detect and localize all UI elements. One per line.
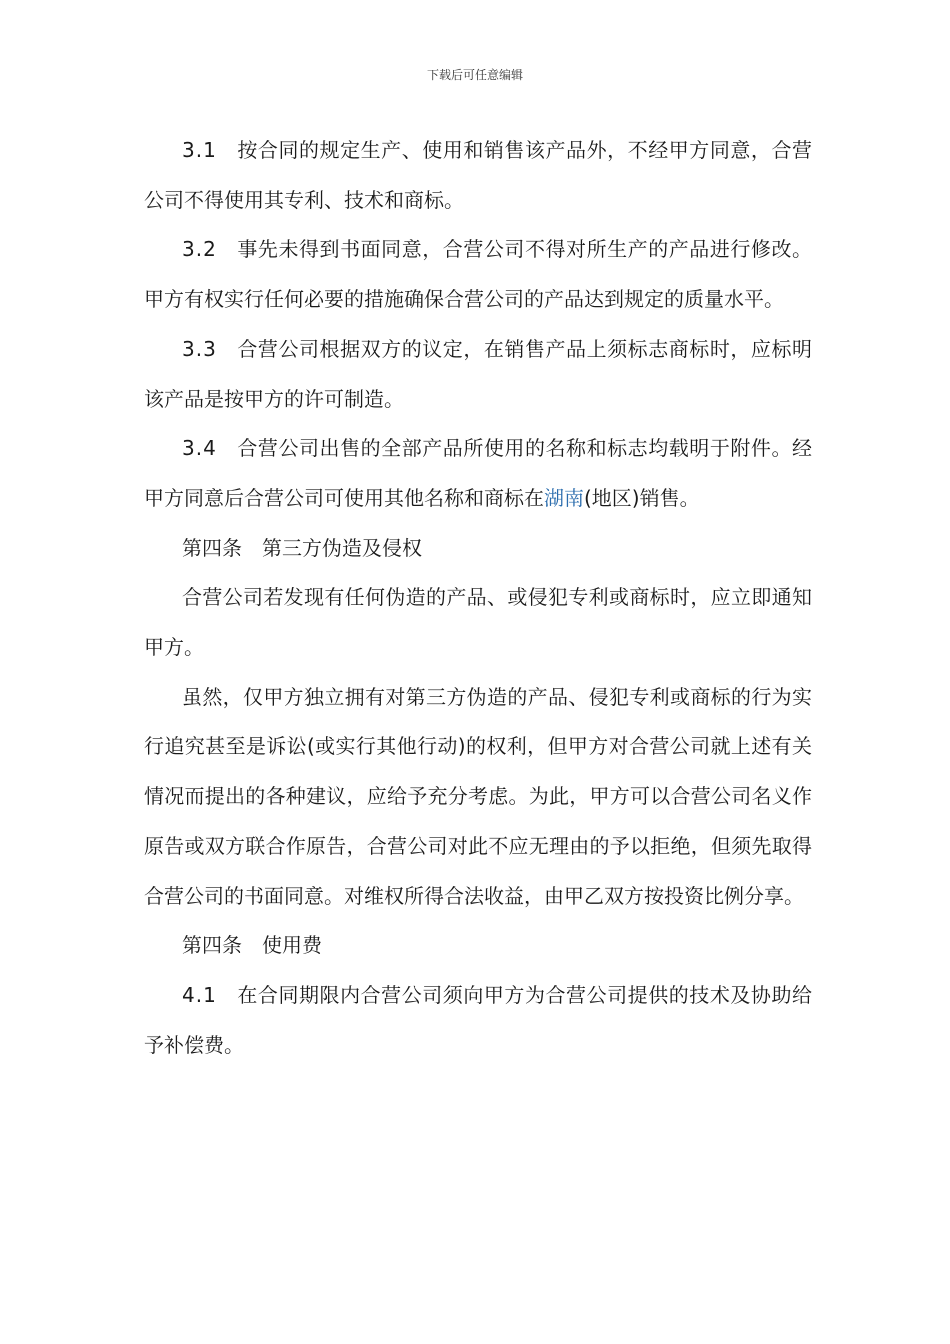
clause-4-1	[144, 971, 812, 1070]
clause-text: 事先未得到书面同意，合营公司不得对所生产的产品进行修改。甲方有权实行任何必要的措施确保合营公司的产品达到规定的质量水平。	[144, 237, 812, 312]
paragraph-litigation	[144, 673, 812, 922]
clause-number: 3.4	[182, 436, 217, 461]
page-header-note: 下载后可任意编辑	[426, 68, 523, 82]
article-heading-fees	[144, 921, 812, 971]
clause-text: 合营公司根据双方的议定，在销售产品上须标志商标时，应标明该产品是按甲方的许可制造。	[144, 336, 812, 411]
article-number: 第四条	[182, 933, 242, 958]
paragraph-notify	[144, 573, 812, 672]
clause-number: 3.1	[182, 138, 217, 162]
paragraph-text: 虽然，仅甲方独立拥有对第三方伪造的产品、侵犯专利或商标的行为实行追究甚至是诉讼(或实行其他行动)的权利，但甲方对合营公司就上述有关情况而提出的各种建议，应给予充分考虑。为此，甲方可以合营公司名义作原告或双方联合作原告，合营公司对此不应无理由的予以拒绝，但须先取得合营公司的书面同意。对维权所得合法收益，由甲乙双方按投资比例分享。	[144, 684, 812, 908]
clause-3-2	[144, 225, 812, 324]
document-body	[144, 126, 812, 1070]
clause-text: 按合同的规定生产、使用和销售该产品外，不经甲方同意，合营公司不得使用其专利、技术和商标。	[144, 138, 812, 212]
clause-3-1	[144, 126, 812, 225]
clause-text: 合营公司出售的全部产品所使用的名称和标志均载明于附件。经甲方同意后合营公司可使用其他名称和商标在	[144, 436, 812, 510]
clause-3-3	[144, 325, 812, 424]
clause-3-4	[144, 424, 812, 523]
clause-text-tail: (地区)销售。	[584, 485, 700, 510]
paragraph-text: 合营公司若发现有任何伪造的产品、或侵犯专利或商标时，应立即通知甲方。	[144, 585, 812, 660]
region-link[interactable]: 湖南	[544, 485, 584, 510]
article-title: 第三方伪造及侵权	[262, 535, 422, 560]
article-heading-infringement	[144, 524, 812, 574]
clause-number: 3.3	[182, 336, 217, 361]
clause-text: 在合同期限内合营公司须向甲方为合营公司提供的技术及协助给予补偿费。	[144, 982, 812, 1057]
article-title: 使用费	[262, 933, 322, 958]
article-number: 第四条	[182, 535, 242, 560]
clause-number: 3.2	[182, 237, 217, 262]
clause-number: 4.1	[182, 982, 217, 1007]
